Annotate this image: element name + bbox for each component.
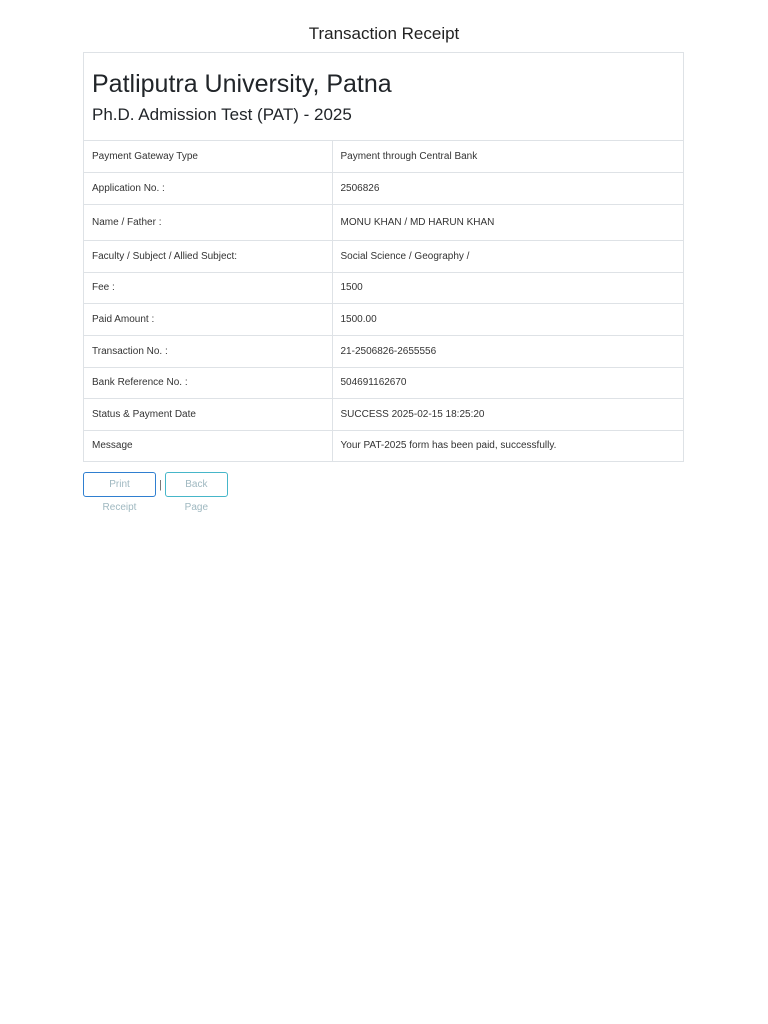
table-row (84, 204, 683, 240)
row-label: Status & Payment Date (84, 398, 332, 430)
row-value: 2506826 (332, 172, 683, 204)
button-separator: | (159, 478, 162, 491)
row-value: 21-2506826-2655556 (332, 335, 683, 367)
table-row (84, 240, 683, 272)
row-label: Name / Father : (84, 204, 332, 240)
row-value: Payment through Central Bank (340, 150, 478, 162)
receipt-card (83, 52, 684, 462)
table-row (84, 367, 683, 398)
row-value: 1500 (332, 272, 683, 303)
table-row (84, 398, 683, 430)
university-name: Patliputra University, Patna (92, 70, 392, 98)
table-row (84, 141, 683, 172)
row-label: Paid Amount : (84, 303, 332, 335)
row-value: Your PAT-2025 form has been paid, successfully. (332, 430, 683, 461)
row-label: Faculty / Subject / Allied Subject: (84, 240, 332, 272)
page-title: Transaction Receipt (308, 24, 460, 43)
row-value: SUCCESS 2025-02-15 18:25:20 (332, 398, 683, 430)
row-label: Application No. : (84, 172, 332, 204)
table-row (84, 272, 683, 303)
receipt-header (84, 53, 683, 141)
row-value: Social Science / Geography / (332, 240, 683, 272)
receipt-actions (83, 472, 228, 513)
row-label: Transaction No. : (84, 335, 332, 367)
row-label: Payment Gateway Type (84, 141, 332, 172)
row-value: MONU KHAN / MD HARUN KHAN (332, 204, 683, 240)
row-label: Bank Reference No. : (84, 367, 332, 398)
table-row (84, 430, 683, 461)
row-value: 1500.00 (332, 303, 683, 335)
table-row (84, 335, 683, 367)
table-row (84, 172, 683, 204)
test-name: Ph.D. Admission Test (PAT) - 2025 (92, 105, 352, 124)
row-label: Message (84, 430, 332, 461)
print-receipt-button[interactable]: Print Receipt (83, 472, 156, 497)
table-row (84, 303, 683, 335)
row-value: 504691162670 (332, 367, 683, 398)
back-page-button[interactable]: Back Page (165, 472, 228, 497)
receipt-details-table (84, 141, 683, 461)
row-label: Fee : (84, 272, 332, 303)
